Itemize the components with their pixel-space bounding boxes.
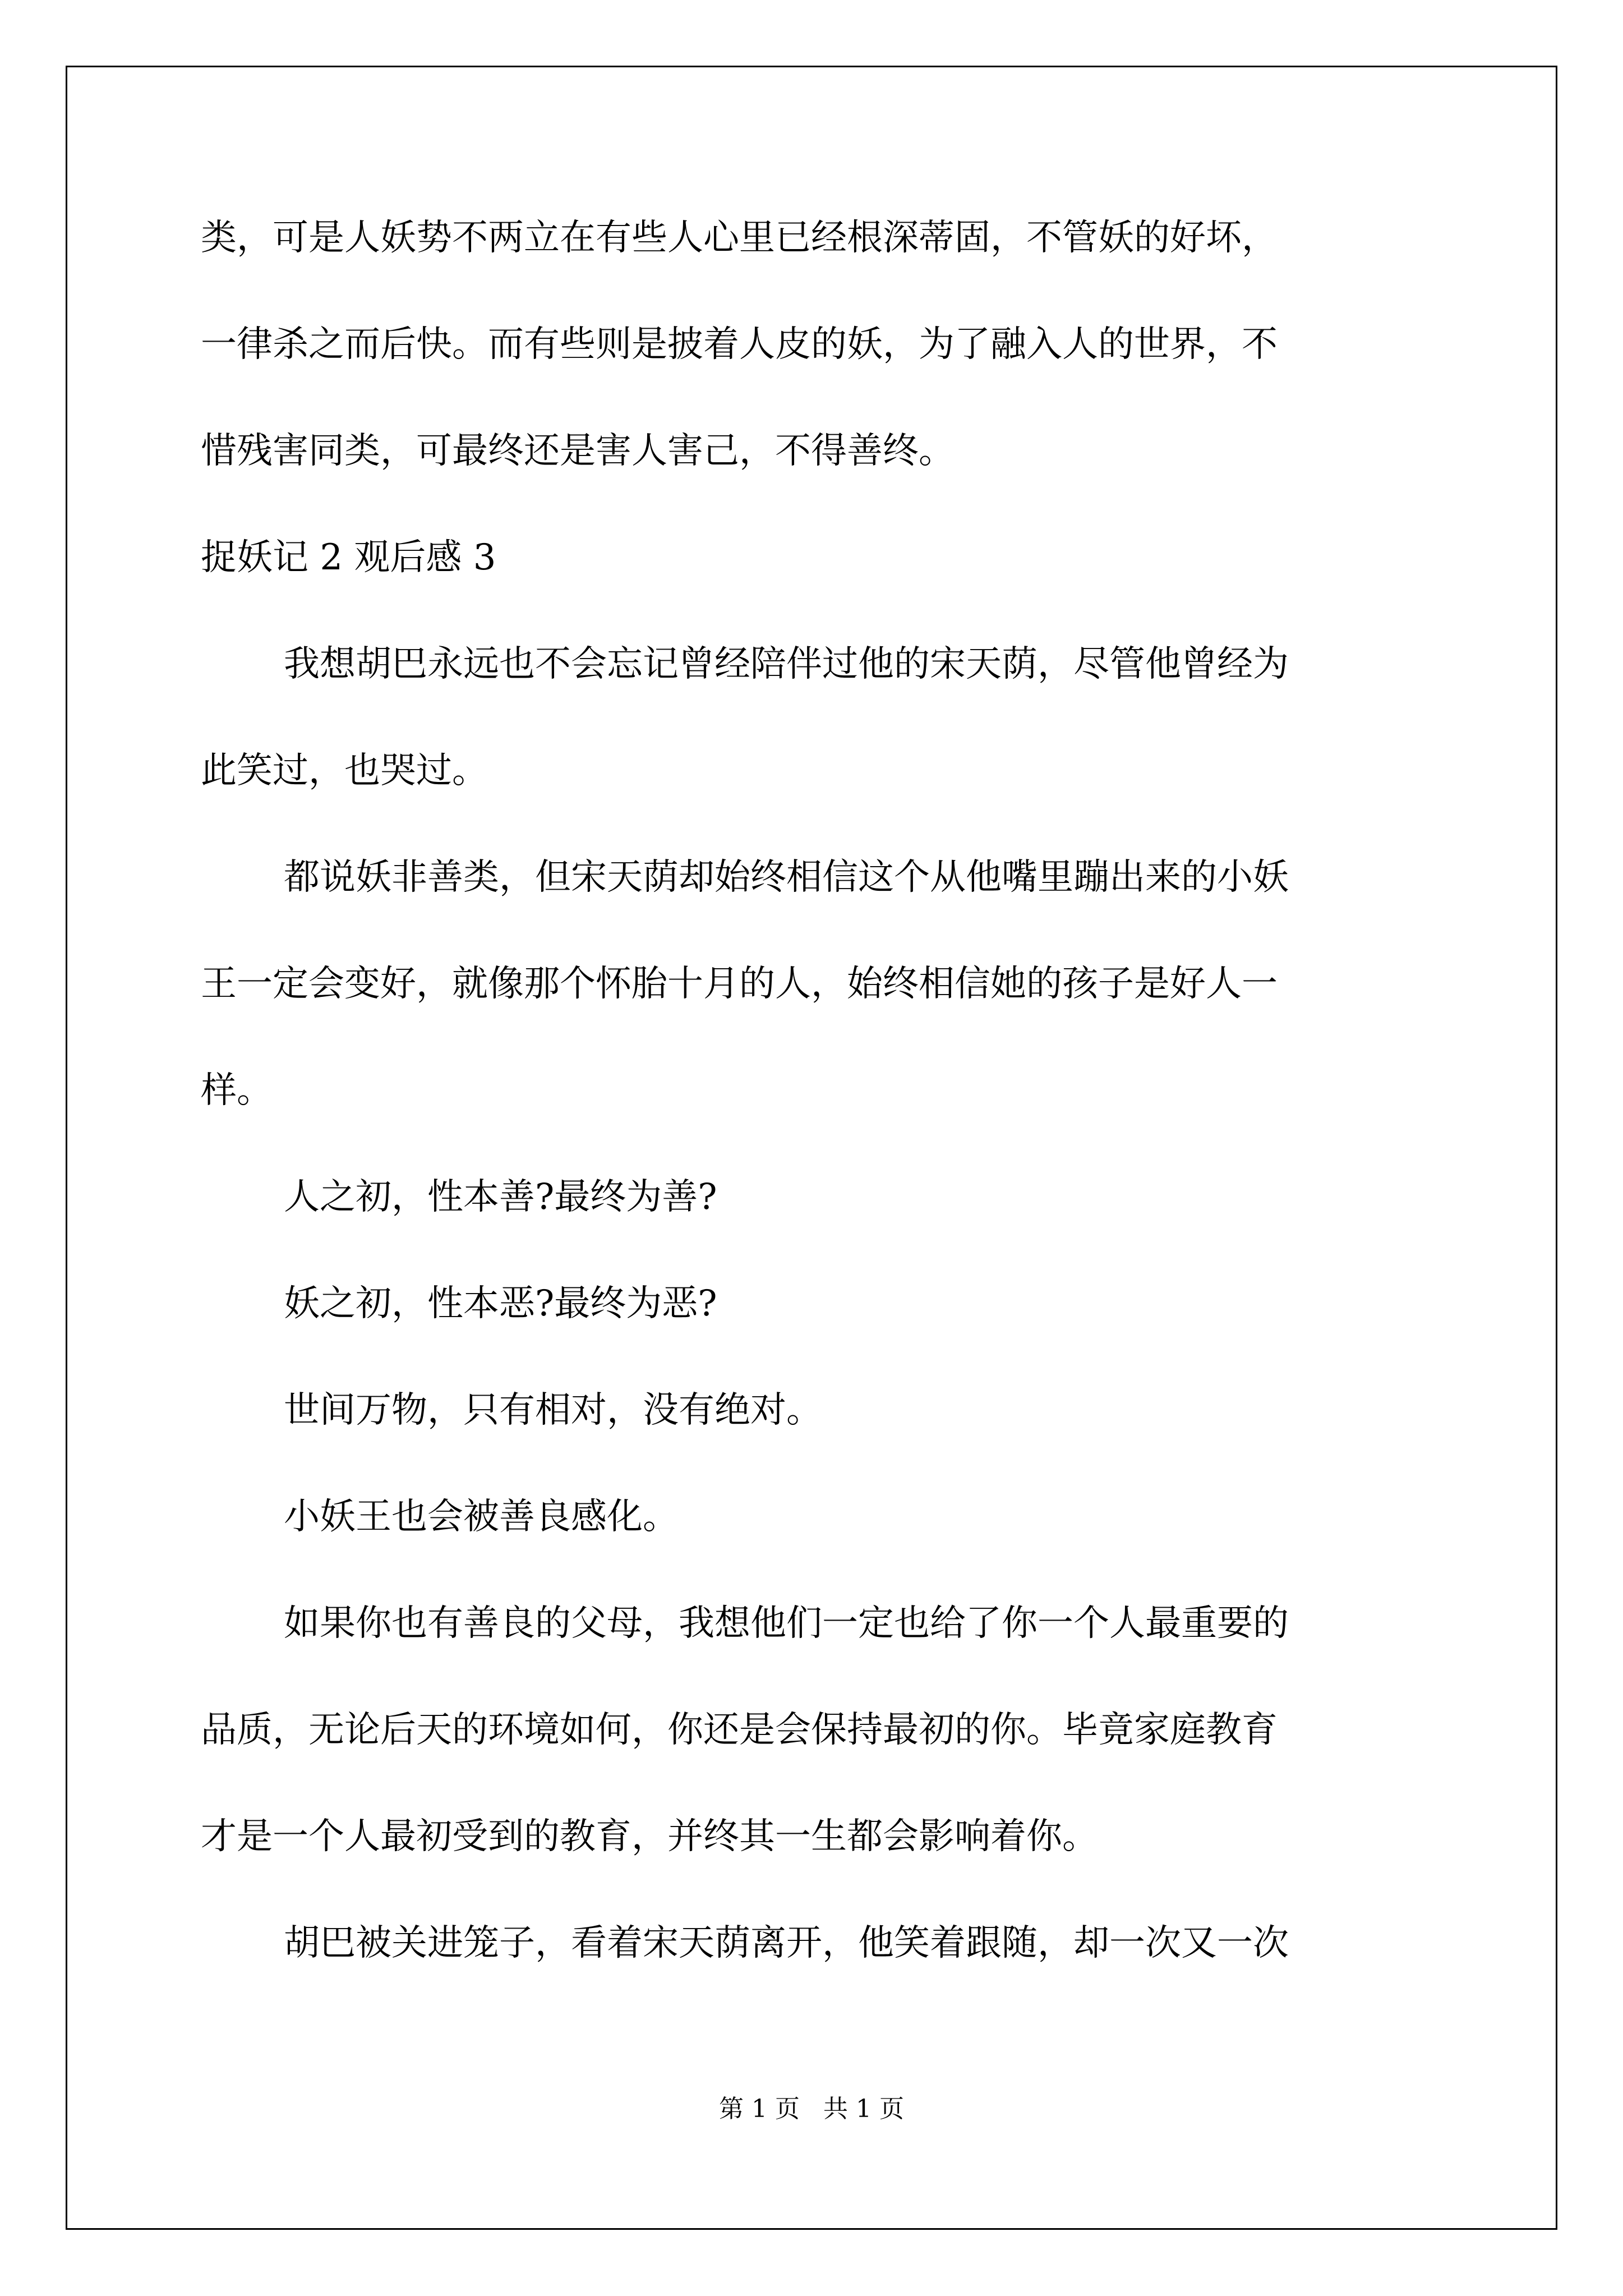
text-line: 胡巴被关进笼子，看着宋天荫离开，他笑着跟随，却一次又一次 bbox=[284, 1922, 1289, 1964]
text-line: 我想胡巴永远也不会忘记曾经陪伴过他的宋天荫，尽管他曾经为 bbox=[284, 643, 1289, 685]
page-border bbox=[66, 66, 1557, 2230]
text-line: 王一定会变好，就像那个怀胎十月的人，始终相信她的孩子是好人一 bbox=[201, 963, 1278, 1005]
text-line: 人之初，性本善?最终为善? bbox=[284, 1176, 717, 1218]
text-line: 样。 bbox=[201, 1070, 273, 1111]
text-line: 品质，无论后天的环境如何，你还是会保持最初的你。毕竟家庭教育 bbox=[201, 1709, 1278, 1751]
text-line: 世间万物，只有相对，没有绝对。 bbox=[284, 1389, 822, 1431]
text-line: 都说妖非善类，但宋天荫却始终相信这个从他嘴里蹦出来的小妖 bbox=[284, 857, 1289, 898]
text-line: 如果你也有善良的父母，我想他们一定也给了你一个人最重要的 bbox=[284, 1603, 1289, 1644]
text-line: 惜残害同类，可最终还是害人害己，不得善终。 bbox=[201, 430, 955, 472]
text-line: 妖之初，性本恶?最终为恶? bbox=[284, 1283, 717, 1324]
text-line: 一律杀之而后快。而有些则是披着人皮的妖，为了融入人的世界，不 bbox=[201, 324, 1278, 365]
text-line: 此笑过，也哭过。 bbox=[201, 750, 488, 792]
text-line: 小妖王也会被善良感化。 bbox=[284, 1496, 679, 1538]
page-footer: 第 1 页 共 1 页 bbox=[719, 2095, 904, 2123]
section-heading: 捉妖记 2 观后感 3 bbox=[201, 537, 496, 578]
text-line: 才是一个人最初受到的教育，并终其一生都会影响着你。 bbox=[201, 1816, 1098, 1857]
text-line: 类，可是人妖势不两立在有些人心里已经根深蒂固，不管妖的好坏， bbox=[201, 217, 1278, 259]
